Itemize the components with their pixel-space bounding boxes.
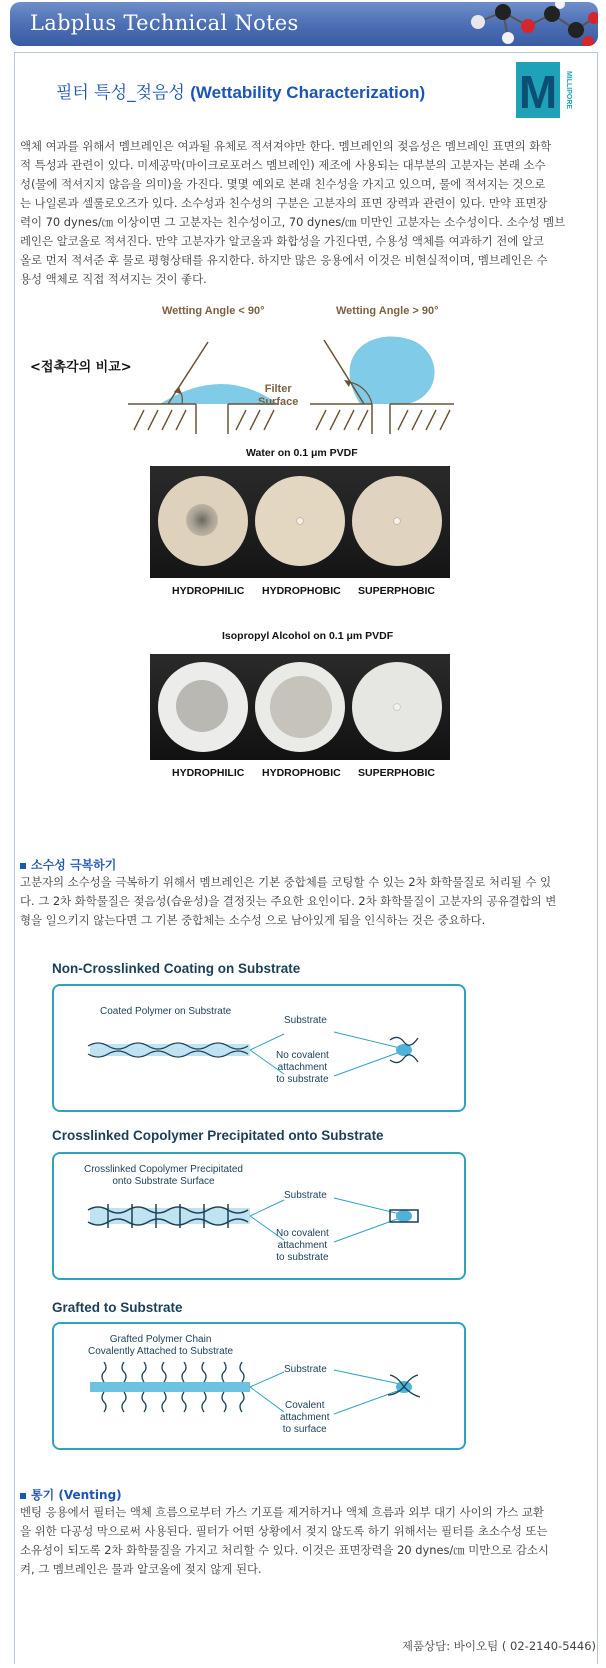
intro-line: 레인은 알코올로 적셔진다. 만약 고분자가 알코올과 화합성을 가진다면, 수용성 액체를 여과하기 전에 알코 [20,234,544,248]
wetting-angle-diagram [128,322,458,434]
paragraph-line: 형을 일으키지 않는다면 그 기본 중합체는 소수성 으로 남아있게 됨을 인식하는 것은 중요하다. [20,913,486,927]
intro-line: 는 나일론과 셀룰로오즈가 있다. 소수성과 친수성의 구분은 고분자의 표면 장력과 관련이 있다. 만약 표면장 [20,196,548,210]
page-title [56,78,425,103]
paragraph-line: 켜, 그 멤브레인은 물과 알코올에 젖지 않게 된다. [20,1562,262,1576]
paragraph-line: 소유성이 되도록 2차 화학물질을 가지고 처리할 수 있다. 이것은 표면장력을 20 dynes/㎝ 미만으로 감소시 [20,1543,549,1557]
logo-wordmark: MILLIPORE [565,70,572,110]
paragraph-line: 다. 그 2차 화학물질은 젖음성(습윤성)을 결정짓는 주요한 요인이다. 2차 화학물질이 고분자의 공유결합의 변 [20,894,557,908]
contact-angle-compare-label: <접촉각의 비교> [30,360,132,375]
paragraph-line: 을 위한 다공성 막으로써 사용된다. 필터가 어떤 상황에서 젖지 않도록 하기 위해서는 필터를 초소수성 또는 [20,1524,548,1538]
page-title-en: (Wettability Characterization) [190,83,426,102]
photo-label-hydrophobic: HYDROPHOBIC [262,767,341,779]
water-photo-title: Water on 0.1 μm PVDF [246,447,358,459]
coating-title-3: Grafted to Substrate [52,1300,183,1315]
photo-label-hydrophilic: HYDROPHILIC [172,585,245,597]
coating-diagram-3: Grafted Polymer Chain Covalently Attached to Substrate Substrate Covalent attachment to surface [52,1322,466,1450]
logo-letter: M [518,66,558,118]
paragraph-line: 고분자의 소수성을 극복하기 위해서 멤브레인은 기본 중합체를 코팅할 수 있는 2차 화학물질로 처리될 수 있 [20,875,552,889]
page-title-ko: 필터 특성_젖음성 [56,83,185,103]
hydrophobic-paragraph [20,873,596,930]
molecule-graphic [448,2,598,46]
filter-surface-label: Filter Surface [258,383,299,408]
intro-line: 액체 여과를 위해서 멤브레인은 여과될 유체로 적셔져야만 한다. 멤브레인의 젖음성은 멤브레인 표면의 화학 [20,139,552,153]
intro-paragraph [20,137,596,289]
coating-diagram-1: Coated Polymer on Substrate Substrate No covalent attachment to substrate [52,984,466,1112]
intro-line: 용성 액체로 직접 적셔지는 것이 좋다. [20,272,207,286]
wetting-angle-greater-label: Wetting Angle > 90° [336,305,439,317]
millipore-logo [516,62,572,118]
intro-line: 성(물에 적셔지지 않음을 의미)을 가진다. 몇몇 예외로 본래 친수성을 가지고 있으며, 물에 적셔지는 것으로 [20,177,546,191]
venting-paragraph [20,1503,596,1579]
coating-diagram-2: Crosslinked Copolymer Precipitated onto Substrate Surface Substrate No covalent attachment to substrate [52,1152,466,1280]
photo-label-hydrophilic: HYDROPHILIC [172,767,245,779]
ipa-pvdf-photo [150,654,450,760]
footer-contact: 제품상담: 바이오팀 ( 02-2140-5446) [401,1639,596,1653]
wetting-angle-less-label: Wetting Angle < 90° [162,305,265,317]
intro-line: 적 특성과 관련이 있다. 미세공막(마이크로포러스 멤브레인) 제조에 사용되는 대부분의 고분자는 본래 소수 [20,158,546,172]
bullet-square-icon [20,863,26,869]
water-pvdf-photo [150,466,450,578]
section-heading-hydrophobic: 소수성 극복하기 [20,856,116,873]
coating-title-1: Non-Crosslinked Coating on Substrate [52,961,301,976]
bullet-square-icon [20,1493,26,1499]
photo-label-hydrophobic: HYDROPHOBIC [262,585,341,597]
ipa-photo-title: Isopropyl Alcohol on 0.1 μm PVDF [222,630,394,642]
photo-label-superphobic: SUPERPHOBIC [358,585,436,597]
coating-title-2: Crosslinked Copolymer Precipitated onto Substrate [52,1128,384,1143]
intro-line: 력이 70 dynes/㎝ 이상이면 그 고분자는 친수성이고, 70 dynes/㎝ 미만인 고분자는 소수성이다. 소수성 멤브 [20,215,566,229]
hydrophobic-drop [350,337,435,404]
header-title: Labplus Technical Notes [30,11,299,35]
section-heading-venting: 통기 (Venting) [20,1486,122,1503]
photo-label-superphobic: SUPERPHOBIC [358,767,436,779]
intro-line: 올로 먼저 적셔준 후 물로 평형상태를 유지한다. 하지만 많은 응용에서 이것은 비현실적이며, 멤브레인은 수 [20,253,548,267]
header-banner [10,2,598,46]
paragraph-line: 벤팅 응용에서 필터는 액체 흐름으로부터 가스 기포를 제거하거나 액체 흐름과 외부 대기 사이의 가스 교환 [20,1505,544,1519]
